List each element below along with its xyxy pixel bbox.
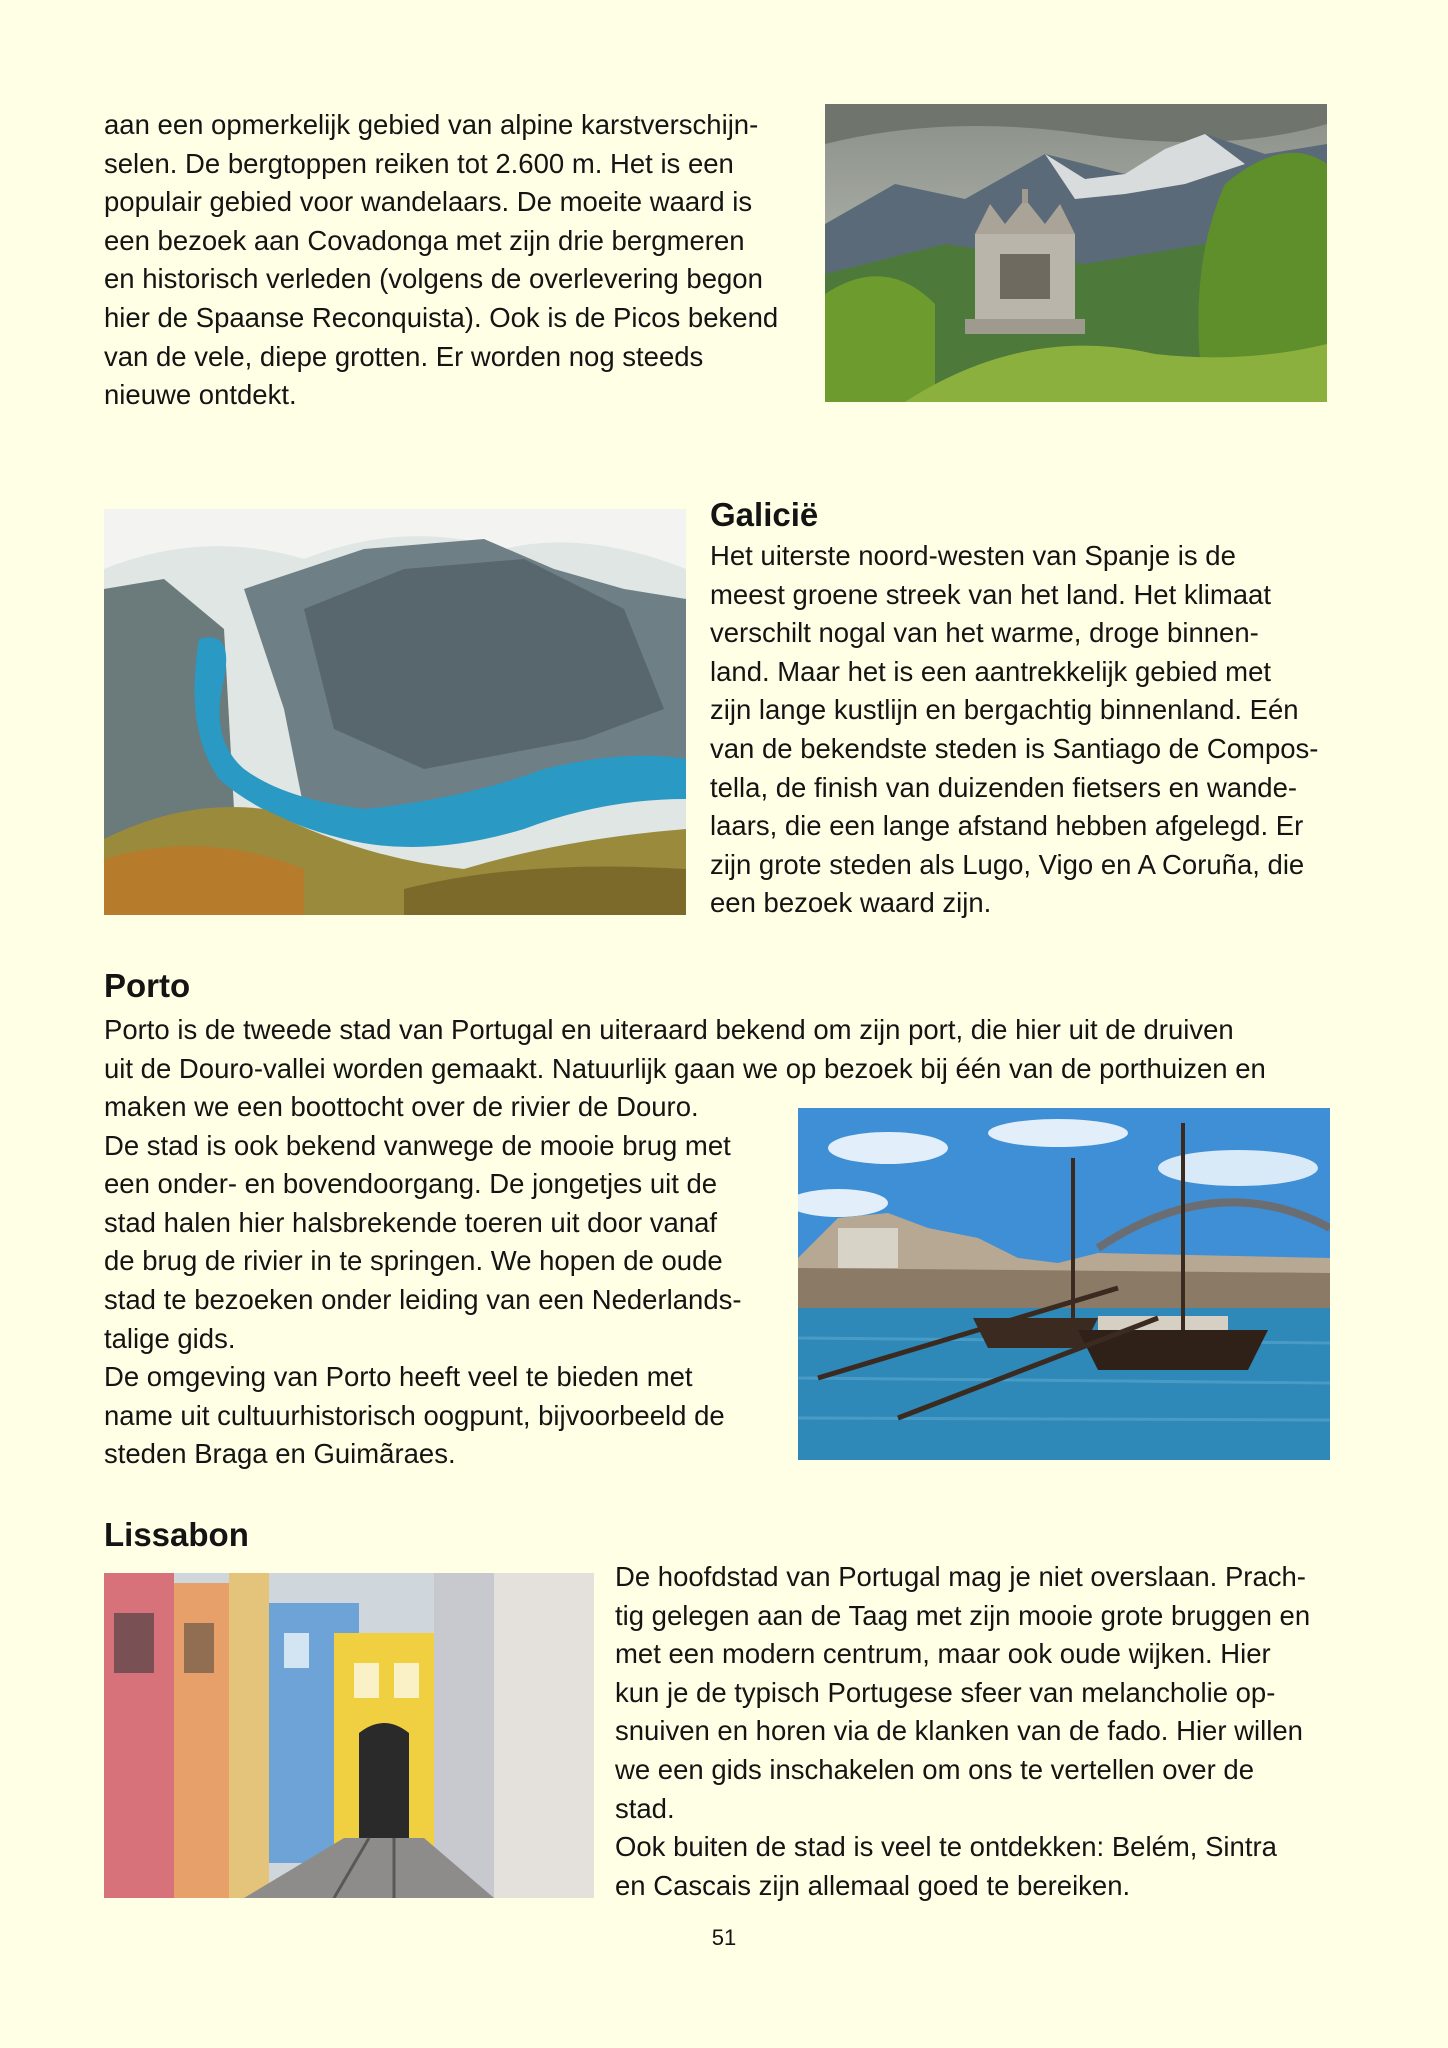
text-line: en historisch verleden (volgens de overlevering begon [104,263,763,295]
text-line: Ook buiten de stad is veel te ontdekken: Belém, Sintra [615,1831,1277,1863]
picos-text [104,106,778,415]
text-line: we een gids inschakelen om ons te vertellen over de [615,1753,1254,1785]
text-line: maken we een boottocht over de rivier de Douro. [104,1091,699,1122]
text-line: de brug de rivier in te springen. We hopen de oude [104,1245,723,1277]
text-line: selen. De bergtoppen reiken tot 2.600 m. Het is een [104,147,734,179]
text-line: stad. [615,1792,675,1824]
river-canyon-photo [104,509,686,915]
text-line: een bezoek aan Covadonga met zijn drie bergmeren [104,224,745,256]
text-line: talige gids. [104,1322,236,1354]
text-line: een onder- en bovendoorgang. De jongetjes uit de [104,1168,718,1200]
text-line: tella, de finish van duizenden fietsers en wande- [710,771,1298,803]
galicie-heading: Galicië [710,496,819,533]
porto-text [104,1088,742,1474]
text-line: De stad is ook bekend vanwege de mooie brug met [104,1129,731,1161]
text-line: verschilt nogal van het warme, droge binnen- [710,617,1259,649]
text-line: uit de Douro-vallei worden gemaakt. Natuurlijk gaan we op bezoek bij één van de porthuizen en [104,1052,1266,1084]
text-line: hier de Spaanse Reconquista). Ook is de Picos bekend [104,301,779,333]
text-line: zijn grote steden als Lugo, Vigo en A Coruña, die [710,848,1305,880]
text-line: met een modern centrum, maar ook oude wijken. Hier [615,1638,1271,1670]
text-line: Porto is de tweede stad van Portugal en uiteraard bekend om zijn port, die hier uit de druiven [104,1014,1234,1045]
lisbon-street-photo [104,1573,594,1898]
text-line: van de vele, diepe grotten. Er worden nog steeds [104,340,704,372]
text-line: aan een opmerkelijk gebied van alpine karstverschijn- [104,109,759,140]
page-number: 51 [711,1925,737,1950]
text-line: snuiven en horen via de klanken van de fado. Hier willen [615,1715,1303,1747]
text-line: kun je de typisch Portugese sfeer van melancholie op- [615,1676,1276,1708]
text-line: nieuwe ontdekt. [104,379,297,411]
lissabon-text [615,1558,1310,1905]
text-line: en Cascais zijn allemaal goed te bereiken. [615,1869,1131,1901]
text-line: steden Braga en Guimãraes. [104,1438,456,1470]
text-line: stad halen hier halsbrekende toeren uit door vanaf [104,1206,718,1238]
porto-intro-text [104,1011,1266,1088]
text-line: zijn lange kustlijn en bergachtig binnenland. Eén [710,694,1299,726]
text-line: stad te bezoeken onder leiding van een Nederlands- [104,1283,742,1315]
text-line: De hoofdstad van Portugal mag je niet overslaan. Prach- [615,1561,1306,1592]
text-line: laars, die een lange afstand hebben afgelegd. Er [710,810,1304,842]
porto-heading: Porto [104,967,191,1004]
text-line: van de bekendste steden is Santiago de Compos- [710,732,1319,764]
text-line: land. Maar het is een aantrekkelijk gebied met [710,655,1272,687]
text-line: een bezoek waard zijn. [710,887,992,919]
text-line: name uit cultuurhistorisch oogpunt, bijvoorbeeld de [104,1399,725,1431]
mountain-chapel-photo [825,104,1327,402]
porto-boats-photo [798,1108,1330,1460]
text-line: De omgeving van Porto heeft veel te bieden met [104,1361,693,1393]
galicie-text [710,537,1318,923]
text-line: tig gelegen aan de Taag met zijn mooie grote bruggen en [615,1599,1311,1631]
lissabon-heading: Lissabon [104,1516,249,1553]
text-line: populair gebied voor wandelaars. De moeite waard is [104,186,753,218]
text-line: meest groene streek van het land. Het klimaat [710,578,1271,610]
text-line: Het uiterste noord-westen van Spanje is de [710,540,1236,571]
